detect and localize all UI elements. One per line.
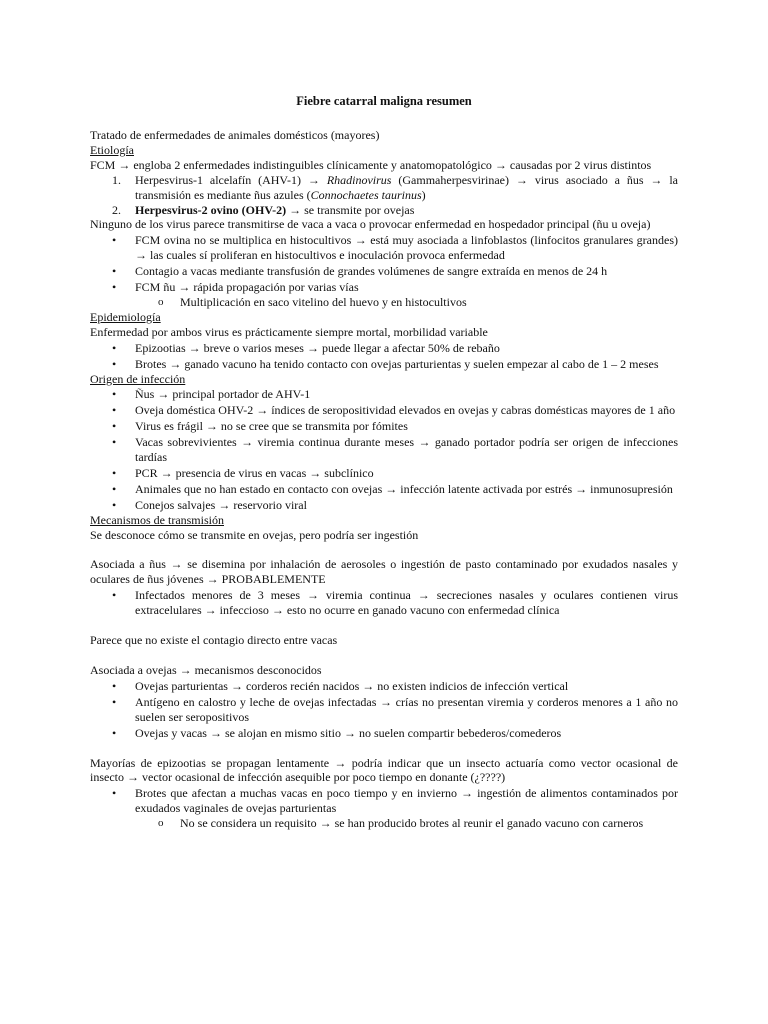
list-item: • FCM ñu → rápida propagación por varias vías [90, 280, 678, 295]
list-item: • Epizootias → breve o varios meses → puede llegar a afectar 50% de rebaño [90, 341, 678, 356]
section-heading-mecanismos: Mecanismos de transmisión [90, 512, 224, 527]
numbered-item: 1. Herpesvirus-1 alcelafín (AHV-1) → Rhadinovirus (Gammaherpesvirinae) → virus asociado a ñus → la transmisión es mediante ñus azules (Connochaetes taurinus) [112, 172, 678, 202]
list-item: • Oveja doméstica OHV-2 → índices de seropositividad elevados en ovejas y cabras domésticas mayores de 1 año [90, 403, 678, 418]
bullet-list [90, 679, 678, 741]
bullet-list [90, 233, 678, 310]
paragraph: FCM → engloba 2 enfermedades indistinguibles clínicamente y anatomopatológico → causadas por 2 virus distintos [90, 157, 652, 172]
section-heading-origen: Origen de infección [90, 371, 186, 386]
section-heading-epidemiologia: Epidemiología [90, 309, 161, 324]
list-item: • PCR → presencia de virus en vacas → subclínico [90, 466, 678, 481]
bullet-list [90, 341, 678, 372]
bullet-list [90, 588, 678, 618]
list-item: • Brotes que afectan a muchas vacas en poco tiempo y en invierno → ingestión de alimentos contaminados por exudados vaginales de ovejas parturientas [90, 786, 678, 816]
paragraph: Parece que no existe el contagio directo entre vacas [90, 633, 338, 648]
list-item: • Antígeno en calostro y leche de ovejas infectadas → crías no presentan viremia y corderos menores a 1 año no suelen ser seropositivos [90, 695, 678, 725]
bullet-list [90, 786, 678, 831]
paragraph: Se desconoce cómo se transmite en ovejas, pero podría ser ingestión [90, 527, 419, 542]
list-item: • Conejos salvajes → reservorio viral [90, 498, 678, 513]
list-item: • Animales que no han estado en contacto con ovejas → infección latente activada por estrés → inmunosupresión [90, 482, 678, 497]
page-title: Fiebre catarral maligna resumen [296, 94, 472, 108]
sub-list-item: o Multiplicación en saco vitelino del huevo y en histocultivos [90, 295, 678, 310]
list-item: • FCM ovina no se multiplica en histocultivos → está muy asociada a linfoblastos (linfocitos granulares grandes) → las cuales sí proliferan en histocultivos e inoculación provoca enfermedad [90, 233, 678, 263]
list-item: • Virus es frágil → no se cree que se transmita por fómites [90, 419, 678, 434]
paragraph: Asociada a ovejas → mecanismos desconocidos [90, 663, 322, 677]
paragraph: Asociada a ñus → se disemina por inhalación de aerosoles o ingestión de pasto contaminado por exudados nasales y oculares de ñus jóvenes → PROBABLEMENTE [90, 557, 678, 587]
sub-list-item: o No se considera un requisito → se han producido brotes al reunir el ganado vacuno con carneros [90, 816, 678, 831]
intro-line: Tratado de enfermedades de animales domésticos (mayores) [90, 128, 380, 142]
list-item: • Ñus → principal portador de AHV-1 [90, 387, 678, 402]
numbered-item: 2. Herpesvirus-2 ovino (OHV-2) → se transmite por ovejas [112, 202, 415, 217]
list-item: • Infectados menores de 3 meses → viremia continua → secreciones nasales y oculares contienen virus extracelulares → infeccioso → esto no ocurre en ganado vacuno con enfermedad clínica [90, 588, 678, 618]
list-item: • Brotes → ganado vacuno ha tenido contacto con ovejas parturientas y suelen empezar al cabo de 1 – 2 meses [90, 357, 678, 372]
section-heading-etiologia: Etiología [90, 142, 134, 157]
list-item: • Contagio a vacas mediante transfusión de grandes volúmenes de sangre extraída en menos de 24 h [90, 264, 678, 279]
list-item: • Ovejas y vacas → se alojan en mismo sitio → no suelen compartir bebederos/comederos [90, 726, 678, 741]
numbered-list [90, 173, 678, 218]
paragraph: Enfermedad por ambos virus es prácticamente siempre mortal, morbilidad variable [90, 324, 488, 339]
bullet-list [90, 387, 678, 512]
list-item: • Ovejas parturientas → corderos recién nacidos → no existen indicios de infección vertical [90, 679, 678, 694]
list-item: • Vacas sobrevivientes → viremia continua durante meses → ganado portador podría ser origen de infecciones tardías [90, 435, 678, 465]
paragraph: Ninguno de los virus parece transmitirse de vaca a vaca o provocar enfermedad en hospedador principal (ñu u oveja) [90, 217, 651, 232]
paragraph: Mayorías de epizootias se propagan lentamente → podría indicar que un insecto actuaría como vector ocasional de insecto → vector ocasional de infección asequible por poco tiempo en donante (¿????) [90, 755, 678, 785]
